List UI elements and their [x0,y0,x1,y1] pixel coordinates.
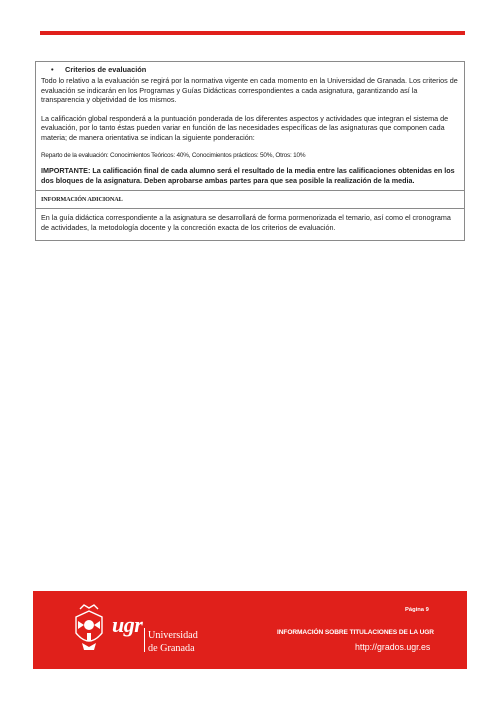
paragraph-important: IMPORTANTE: La calificación final de cada alumno será el resultado de la media entre las calificaciones obtenidas en los dos bloques de la asignatura. Deben aprobarse ambas partes para que sea posible la realización de la media. [41,166,455,185]
paragraph-weighting: La calificación global responderá a la puntuación ponderada de los diferentes aspectos y actividades que integran el sistema de evaluación, por lo tanto éstas pueden variar en función de las necesidades específicas de las asignaturas que componen cada materia; de manera orientativa se indican la siguiente ponderación: [41,113,449,142]
university-name-line1: Universidad [148,630,198,641]
logo-divider [144,628,145,652]
additional-info-section [36,209,464,239]
university-name [148,629,198,655]
evaluation-criteria-section [36,62,464,191]
university-name-line2: de Granada [148,643,195,654]
ugr-logo-wordmark: ugr [112,612,143,637]
criteria-heading [51,65,459,74]
paragraph-regulations: Todo lo relativo a la evaluación se regirá por la normativa vigente en cada momento en la Universidad de Granada. Los criterios de evaluación se indicarán en los Programas y Guías Didácticas correspondientes a cada asignatura, garantizando así la transparencia y objetividad de los mismos. [41,76,458,105]
header-rule [40,31,465,35]
page-number: Página 9 [405,607,429,613]
additional-info-heading: INFORMACIÓN ADICIONAL [36,191,464,209]
additional-info-text: En la guía didáctica correspondiente a la asignatura se desarrollará de forma pormenorizada el temario, así como el cronograma de actividades, la metodología docente y la concreción exacta de los criterios de evaluación. [41,213,451,232]
university-crest-icon [70,603,108,655]
page-footer [33,591,467,669]
criteria-heading-text: Criterios de evaluación [65,65,147,74]
paragraph-distribution: Reparto de la evaluación: Conocimientos Teóricos: 40%, Conocimientos prácticos: 50%, Otros: 10% [41,151,306,159]
evaluation-table [35,61,465,241]
footer-url-link[interactable]: http://grados.ugr.es [355,642,431,652]
footer-title: INFORMACIÓN SOBRE TITULACIONES DE LA UGR [277,629,434,636]
bullet-icon: • [51,65,54,74]
